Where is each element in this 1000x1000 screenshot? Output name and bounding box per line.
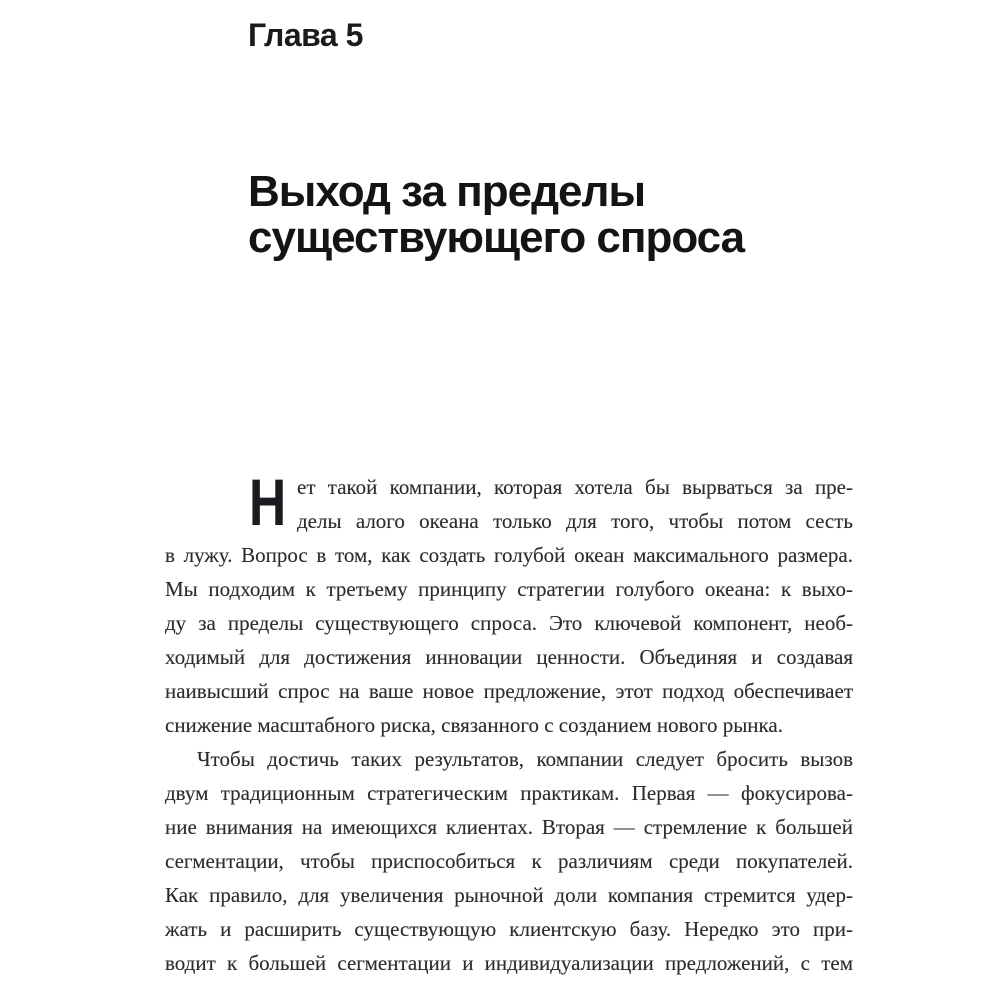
chapter-title-line-1: Выход за пределы (248, 167, 646, 216)
body-line: жать и расширить существующую клиентскую базу. Нередко это при- (165, 917, 853, 941)
body-line: сегментации, чтобы приспособиться к различиям среди покупателей. (165, 849, 853, 873)
body-line: снижение масштабного риска, связанного с созданием нового рынка. (165, 713, 783, 737)
body-line: Чтобы достичь таких результатов, компании следует бросить вызов (197, 747, 853, 771)
body-line: двум традиционным стратегическим практикам. Первая — фокусирова- (165, 781, 853, 805)
body-line: Как правило, для увеличения рыночной доли компания стремится удер- (165, 883, 853, 907)
body-line: делы алого океана только для того, чтобы потом сесть (297, 509, 853, 533)
chapter-title (248, 169, 744, 261)
body-line: ходимый для достижения инновации ценности. Объединяя и создавая (165, 645, 853, 669)
drop-cap-letter: Н (249, 465, 287, 539)
body-line: в лужу. Вопрос в том, как создать голубой океан максимального размера. (165, 543, 853, 567)
chapter-title-line-2: существующего спроса (248, 213, 745, 262)
body-line: наивысший спрос на ваше новое предложение, этот подход обеспечивает (165, 679, 853, 703)
body-line: ет такой компании, которая хотела бы вырваться за пре- (297, 475, 853, 499)
body-line: водит к большей сегментации и индивидуализации предложений, с тем (165, 951, 853, 975)
body-line: Мы подходим к третьему принципу стратегии голубого океана: к выхо- (165, 577, 853, 601)
body-text (165, 465, 853, 980)
body-line: ние внимания на имеющихся клиентах. Вторая — стремление к большей (165, 815, 853, 839)
body-line: ду за пределы существующего спроса. Это ключевой компонент, необ- (165, 611, 853, 635)
chapter-label: Глава 5 (248, 17, 363, 53)
